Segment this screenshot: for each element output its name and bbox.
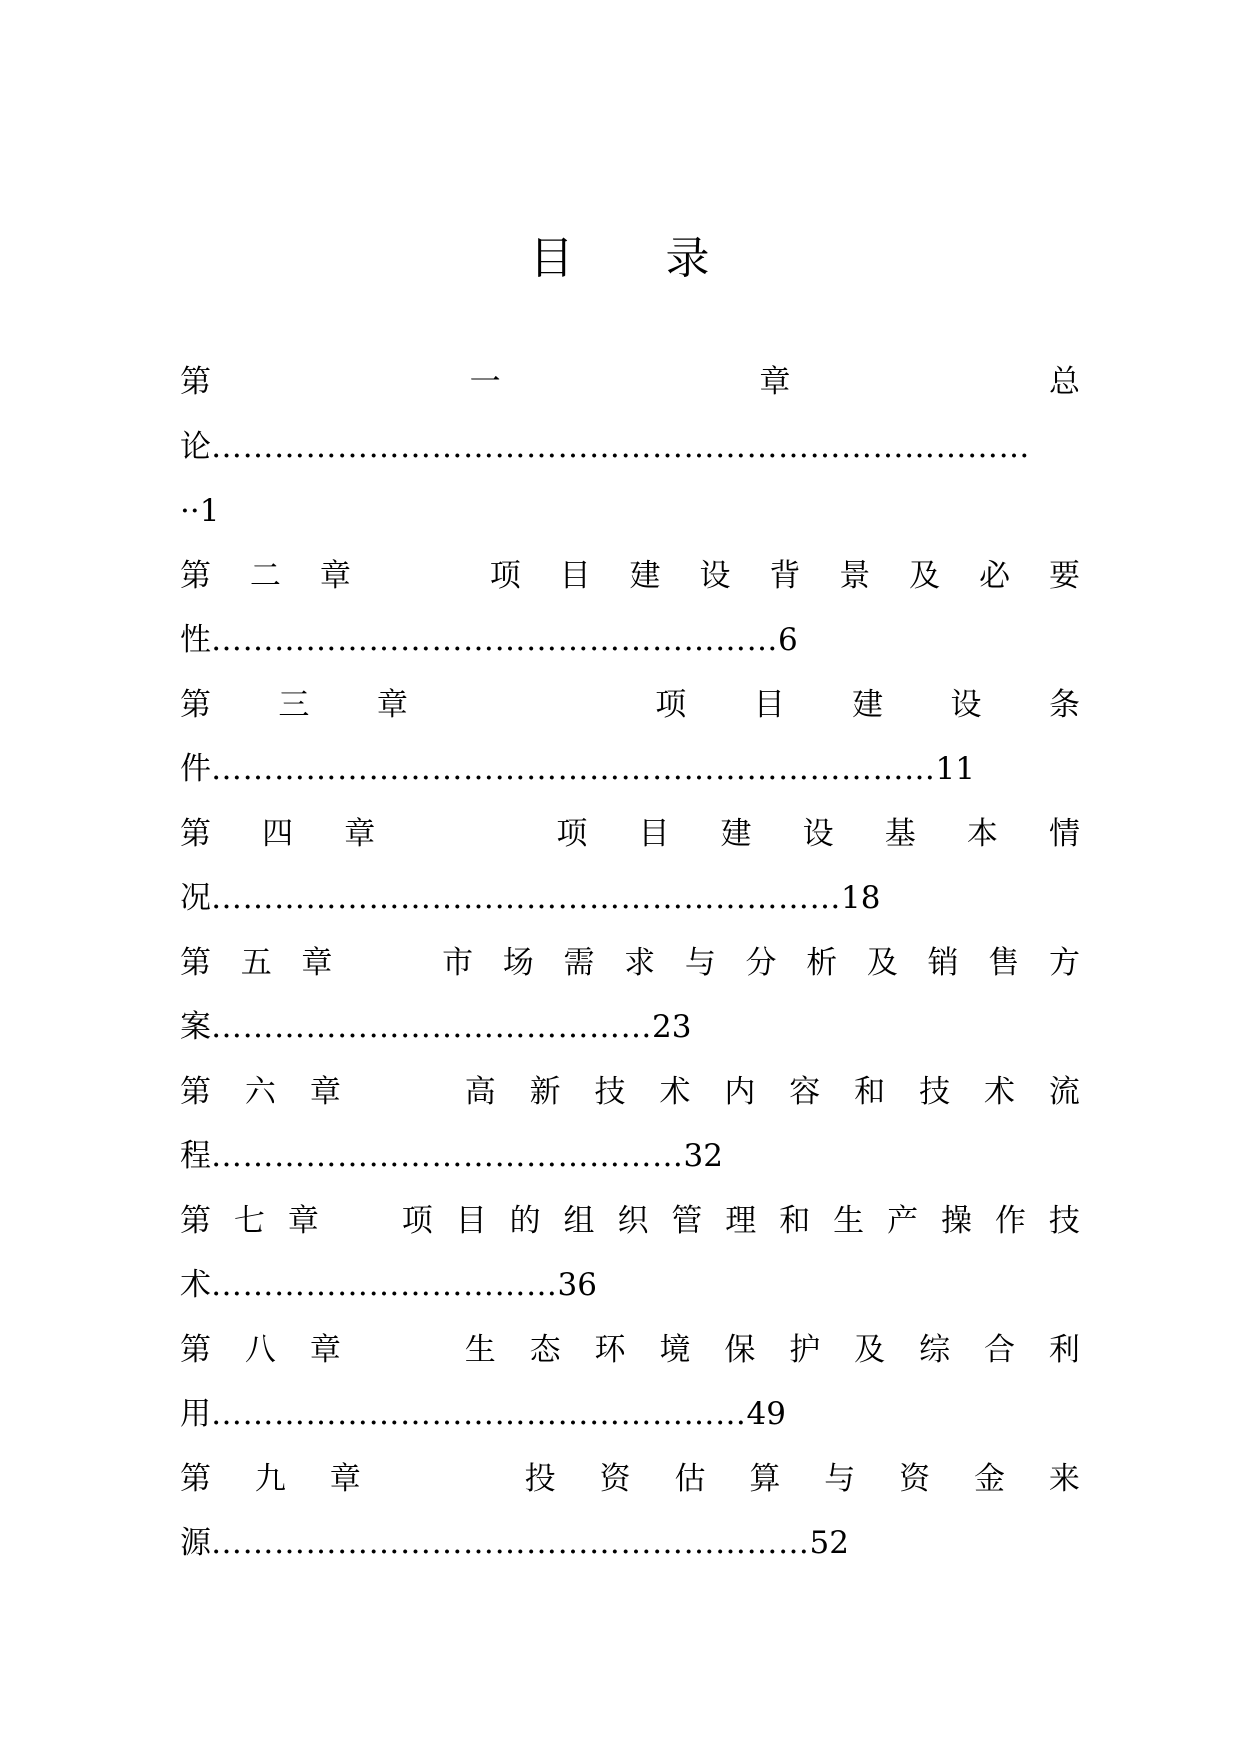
toc-heading-char: 态: [529, 1331, 561, 1368]
toc-heading-char: 合: [983, 1331, 1015, 1368]
toc-heading-char: 方: [1048, 944, 1080, 981]
toc-heading-char: 必: [979, 557, 1011, 594]
toc-heading-char: 高: [464, 1073, 496, 1110]
toc-heading-char: 与: [684, 944, 716, 981]
toc-heading-char: 章: [309, 1073, 341, 1110]
toc-heading-char: 项: [556, 815, 588, 852]
toc-heading-char: 第: [180, 1073, 211, 1110]
toc-heading-char: 章: [301, 944, 333, 981]
toc-heading-char: 组: [563, 1202, 595, 1239]
toc-heading-char: 环: [594, 1331, 626, 1368]
toc-heading-char: 求: [624, 944, 656, 981]
toc-heading-char: 三: [278, 686, 310, 723]
toc-heading-char: 设: [699, 557, 731, 594]
toc-heading-char: 内: [724, 1073, 756, 1110]
toc-heading-char: 第: [180, 557, 211, 594]
toc-heading-char: 六: [244, 1073, 276, 1110]
toc-heading-char: 术: [983, 1073, 1015, 1110]
toc-heading-char: 及: [909, 557, 941, 594]
toc-heading-char: 项: [655, 686, 687, 723]
toc-heading-char: 第: [180, 815, 211, 852]
toc-heading-char: 项: [401, 1202, 433, 1239]
toc-heading-char: 七: [233, 1202, 265, 1239]
title-char-1: 目: [529, 233, 576, 284]
toc-heading-char: 和: [854, 1073, 886, 1110]
toc-heading-char: 设: [802, 815, 834, 852]
toc-heading-char: 背: [769, 557, 801, 594]
toc-heading-char: 四: [262, 815, 294, 852]
toc-heading-char: 综: [919, 1331, 951, 1368]
toc-entry-heading[interactable]: [180, 1318, 1080, 1383]
toc-leader-dots: ……………………………………: [211, 1009, 652, 1045]
toc-heading-char: 设: [950, 686, 982, 723]
toc-entry-heading[interactable]: [180, 1189, 1080, 1254]
toc-heading-char: 销: [927, 944, 959, 981]
toc-entry-continuation[interactable]: [180, 1382, 1080, 1447]
toc-heading-char: 投: [524, 1460, 556, 1497]
toc-heading-last-char: 案: [180, 1009, 211, 1045]
toc-page-number: 18: [841, 880, 881, 916]
toc-heading-char: 的: [509, 1202, 541, 1239]
toc-heading-char: 第: [180, 1460, 211, 1497]
toc-heading-char: 目: [753, 686, 785, 723]
toc-heading-char: 目: [559, 557, 591, 594]
toc-entry-continuation[interactable]: [180, 737, 1080, 802]
toc-leader-dots: ……………………………: [211, 1267, 558, 1303]
toc-entry-heading[interactable]: [180, 350, 1080, 415]
toc-page-number: 36: [557, 1267, 597, 1303]
toc-heading-char: 境: [659, 1331, 691, 1368]
toc-heading-char: 目: [638, 815, 670, 852]
toc-heading-char: 章: [309, 1331, 341, 1368]
toc-heading-char: 生: [464, 1331, 496, 1368]
toc-heading-char: 章: [759, 364, 791, 400]
toc-heading-char: 容: [789, 1073, 821, 1110]
toc-entry-continuation[interactable]: [180, 995, 1080, 1060]
toc-page-number: 32: [683, 1138, 723, 1174]
toc-page-number: 23: [652, 1009, 692, 1045]
toc-heading-char: 二: [249, 557, 281, 594]
toc-heading-char: 章: [287, 1202, 319, 1239]
toc-heading-char: 八: [244, 1331, 276, 1368]
toc-heading-char: 理: [725, 1202, 757, 1239]
toc-heading-char: 金: [974, 1460, 1006, 1497]
toc-entry-heading[interactable]: [180, 1447, 1080, 1512]
toc-heading-last-char: 源: [180, 1525, 211, 1561]
toc-heading-char: 建: [852, 686, 884, 723]
toc-heading-char: 技: [594, 1073, 626, 1110]
toc-entry-continuation[interactable]: [180, 1124, 1080, 1189]
toc-heading-char: 景: [839, 557, 871, 594]
toc-heading-char: 第: [180, 686, 211, 723]
page-title: [0, 222, 1241, 286]
toc-heading-char: 算: [749, 1460, 781, 1497]
toc-heading-char: 项: [489, 557, 521, 594]
toc-heading-char: 第: [180, 1202, 211, 1239]
toc-heading-char: 护: [789, 1331, 821, 1368]
toc-page-number: 11: [935, 751, 975, 787]
toc-heading-char: 章: [329, 1460, 361, 1497]
toc-entry-continuation[interactable]: [180, 1511, 1080, 1576]
toc-page-number: 49: [746, 1396, 786, 1432]
toc-heading-char: 保: [724, 1331, 756, 1368]
toc-leader-dots: ……………………………………………: [211, 1396, 747, 1432]
toc-heading-char: 利: [1048, 1331, 1080, 1368]
toc-heading-char: 和: [779, 1202, 811, 1239]
toc-leader-dots: ………………………………………………: [211, 622, 778, 658]
toc-entry-continuation[interactable]: [180, 415, 1080, 480]
toc-heading-char: 要: [1048, 557, 1080, 594]
toc-heading-last-char: 程: [180, 1138, 211, 1174]
toc-heading-char: 术: [659, 1073, 691, 1110]
toc-entry-wrap[interactable]: [180, 479, 1080, 544]
toc-entry-heading[interactable]: [180, 931, 1080, 996]
toc-heading-char: 分: [745, 944, 777, 981]
toc-page-number: 6: [778, 622, 798, 658]
toc-heading-char: 资: [899, 1460, 931, 1497]
toc-entry-continuation[interactable]: [180, 608, 1080, 673]
toc-page-number: 1: [199, 493, 220, 529]
toc-leader-dots: ………………………………………: [211, 1138, 684, 1174]
toc-heading-char: 第: [180, 1331, 211, 1368]
toc-heading-char: 析: [806, 944, 838, 981]
toc-heading-char: 新: [529, 1073, 561, 1110]
toc-heading-char: 市: [442, 944, 474, 981]
toc-entry-continuation[interactable]: [180, 1253, 1080, 1318]
toc-heading-char: 生: [833, 1202, 865, 1239]
toc-heading-char: 五: [240, 944, 272, 981]
toc-heading-char: 及: [854, 1331, 886, 1368]
toc-heading-char: 条: [1048, 686, 1080, 723]
toc-heading-last-char: 术: [180, 1267, 211, 1303]
toc-heading-char: 总: [1048, 364, 1080, 400]
toc-leader-dots: ……………………………………………………………: [211, 751, 936, 787]
toc-heading-char: 建: [720, 815, 752, 852]
toc-heading-char: 章: [344, 815, 376, 852]
toc-entry-continuation[interactable]: [180, 866, 1080, 931]
title-char-2: 录: [665, 233, 712, 284]
toc-entry-heading[interactable]: [180, 544, 1080, 609]
toc-heading-char: 九: [254, 1460, 286, 1497]
toc-heading-char: 基: [884, 815, 916, 852]
toc-heading-char: 产: [887, 1202, 919, 1239]
toc-heading-char: 情: [1048, 815, 1080, 852]
toc-heading-char: 章: [319, 557, 351, 594]
toc-heading-char: 资: [599, 1460, 631, 1497]
toc-heading-last-char: 性: [180, 622, 211, 658]
toc-heading-last-char: 况: [180, 880, 211, 916]
toc-heading-last-char: 论: [180, 428, 211, 465]
toc-heading-char: 来: [1048, 1460, 1080, 1497]
toc-heading-last-char: 用: [180, 1396, 211, 1432]
toc-heading-char: 章: [376, 686, 408, 723]
toc-heading-char: 技: [919, 1073, 951, 1110]
toc-heading-char: 售: [988, 944, 1020, 981]
toc-heading-char: 场: [502, 944, 534, 981]
toc-heading-char: 需: [563, 944, 595, 981]
toc-heading-char: 一: [469, 364, 501, 400]
toc-heading-char: 第: [180, 944, 211, 981]
toc-heading-char: 操: [940, 1202, 972, 1239]
toc-heading-char: 管: [671, 1202, 703, 1239]
toc-leader-dots: ……………………………………………………: [211, 880, 841, 916]
toc-heading-char: 及: [866, 944, 898, 981]
toc-heading-char: 织: [617, 1202, 649, 1239]
toc-entry-heading[interactable]: [180, 802, 1080, 867]
toc-entry-heading[interactable]: [180, 673, 1080, 738]
toc-heading-char: 目: [455, 1202, 487, 1239]
toc-heading-char: 建: [629, 557, 661, 594]
toc-heading-char: 技: [1048, 1202, 1080, 1239]
toc-page-number: 52: [809, 1525, 849, 1561]
toc-heading-char: 第: [180, 364, 211, 400]
toc-heading-char: 作: [994, 1202, 1026, 1239]
toc-heading-char: 与: [824, 1460, 856, 1497]
table-of-contents: [180, 350, 1080, 1576]
toc-leader-dots: ……………………………………………………………………: [211, 428, 1030, 465]
toc-entry-heading[interactable]: [180, 1060, 1080, 1125]
toc-leader-dots: ··: [180, 493, 200, 529]
toc-heading-char: 本: [966, 815, 998, 852]
toc-heading-last-char: 件: [180, 751, 211, 787]
toc-heading-char: 估: [674, 1460, 706, 1497]
toc-heading-char: 流: [1048, 1073, 1080, 1110]
toc-leader-dots: …………………………………………………: [211, 1525, 810, 1561]
